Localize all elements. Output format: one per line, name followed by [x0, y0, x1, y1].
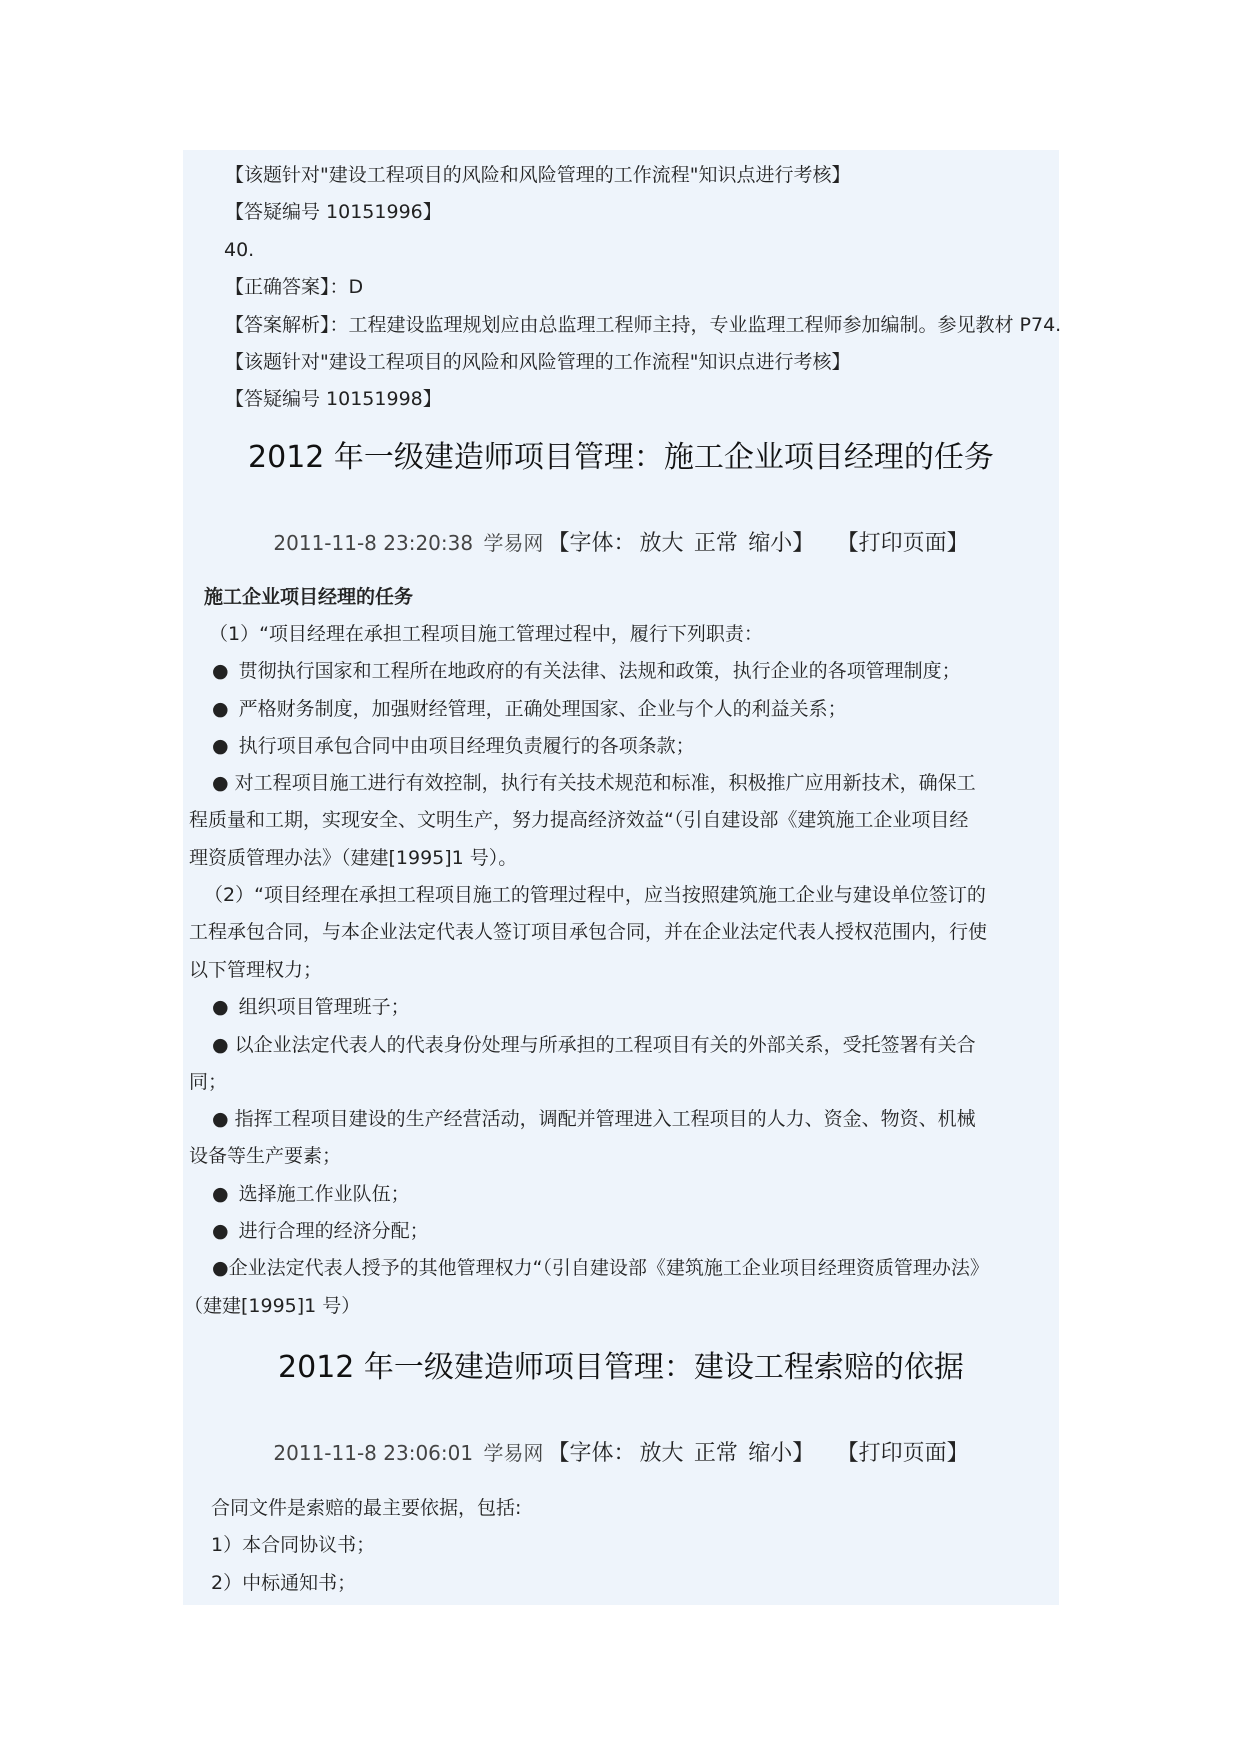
font-small-link[interactable]: 缩小】 [748, 1441, 815, 1466]
bullet-icon: ● [212, 735, 229, 757]
qa-tag-line: 【该题针对"建设工程项目的风险和风险管理的工作流程"知识点进行考核】 [225, 351, 851, 373]
question-number: 40. [224, 239, 255, 261]
bullet-icon: ● [212, 660, 229, 682]
list-item-line: ●企业法定代表人授予的其他管理权力“（引自建设部《建筑施工企业项目经理资质管理办法》 [212, 1257, 989, 1279]
list-item-line: ● 指挥工程项目建设的生产经营活动，调配并管理进入工程项目的人力、资金、物资、机械 [212, 1108, 976, 1130]
bullet-icon: ● [212, 1220, 229, 1242]
list-item [212, 734, 695, 758]
list-item [212, 697, 847, 721]
list-item [212, 1182, 410, 1206]
font-size-label: 【字体： [547, 1441, 636, 1466]
list-item [212, 659, 961, 683]
article-date: 2011-11-8 23:06:01 [273, 1441, 474, 1465]
article-source: 学易网 [483, 1441, 544, 1465]
font-size-label: 【字体： [547, 531, 636, 556]
bullet-icon: ● [212, 996, 229, 1018]
qa-tag-line: 【该题针对"建设工程项目的风险和风险管理的工作流程"知识点进行考核】 [225, 164, 851, 186]
section-heading: 施工企业项目经理的任务 [204, 586, 414, 608]
bullet-icon: ● [212, 1183, 229, 1205]
list-item-line: ● 对工程项目施工进行有效控制，执行有关技术规范和标准，积极推广应用新技术，确保工 [212, 772, 976, 794]
list-item-line: （建建[1995]1 号） [184, 1295, 361, 1317]
paragraph-line: 工程承包合同，与本企业法定代表人签订项目承包合同，并在企业法定代表人授权范围内，行使 [189, 921, 988, 943]
print-page-link[interactable]: 【打印页面】 [836, 1441, 969, 1466]
paragraph-line: 以下管理权力； [189, 959, 323, 981]
article-meta [183, 1440, 1059, 1467]
font-large-link[interactable]: 放大 [639, 531, 684, 556]
list-item-line: 设备等生产要素； [189, 1145, 342, 1167]
article-date: 2011-11-8 23:20:38 [273, 531, 474, 555]
list-item-text: 进行合理的经济分配； [238, 1220, 429, 1242]
list-item-line: 理资质管理办法》（建建[1995]1 号）。 [189, 847, 518, 869]
answer-explanation: 【答案解析】：工程建设监理规划应由总监理工程师主持，专业监理工程师参加编制。参见教材 P74. [225, 314, 1062, 336]
font-large-link[interactable]: 放大 [639, 1441, 684, 1466]
list-item [212, 995, 410, 1019]
list-item-text: 选择施工作业队伍； [238, 1183, 410, 1205]
paragraph: 合同文件是索赔的最主要依据，包括: [211, 1497, 522, 1519]
list-item-text: 贯彻执行国家和工程所在地政府的有关法律、法规和政策，执行企业的各项管理制度； [238, 660, 961, 682]
list-item-line: 程质量和工期，实现安全、文明生产，努力提高经济效益“（引自建设部《建筑施工企业项目经 [189, 809, 969, 831]
font-small-link[interactable]: 缩小】 [748, 531, 815, 556]
list-item: 1）本合同协议书； [211, 1534, 376, 1556]
font-normal-link[interactable]: 正常 [693, 1441, 738, 1466]
qa-id-line: 【答疑编号 10151996】 [225, 201, 442, 223]
article-title: 2012 年一级建造师项目管理：施工企业项目经理的任务 [248, 440, 994, 475]
article-source: 学易网 [483, 531, 544, 555]
list-item-text: 执行项目承包合同中由项目经理负责履行的各项条款； [238, 735, 695, 757]
qa-id-line: 【答疑编号 10151998】 [225, 388, 442, 410]
bullet-icon: ● [212, 698, 229, 720]
list-item [212, 1219, 429, 1243]
font-normal-link[interactable]: 正常 [693, 531, 738, 556]
correct-answer: 【正确答案】：D [225, 276, 364, 298]
list-item-text: 严格财务制度，加强财经管理，正确处理国家、企业与个人的利益关系； [238, 698, 847, 720]
paragraph-line: （2）“项目经理在承担工程项目施工的管理过程中，应当按照建筑施工企业与建设单位签订的 [204, 884, 986, 906]
list-item: 2）中标通知书； [211, 1572, 357, 1594]
print-page-link[interactable]: 【打印页面】 [836, 531, 969, 556]
article-title: 2012 年一级建造师项目管理：建设工程索赔的依据 [278, 1350, 964, 1385]
list-item-line: ● 以企业法定代表人的代表身份处理与所承担的工程项目有关的外部关系，受托签署有关合 [212, 1034, 976, 1056]
paragraph: （1）“项目经理在承担工程项目施工管理过程中，履行下列职责： [209, 623, 763, 645]
list-item-text: 组织项目管理班子； [238, 996, 410, 1018]
list-item-line: 同； [189, 1071, 228, 1093]
article-meta [183, 530, 1059, 557]
